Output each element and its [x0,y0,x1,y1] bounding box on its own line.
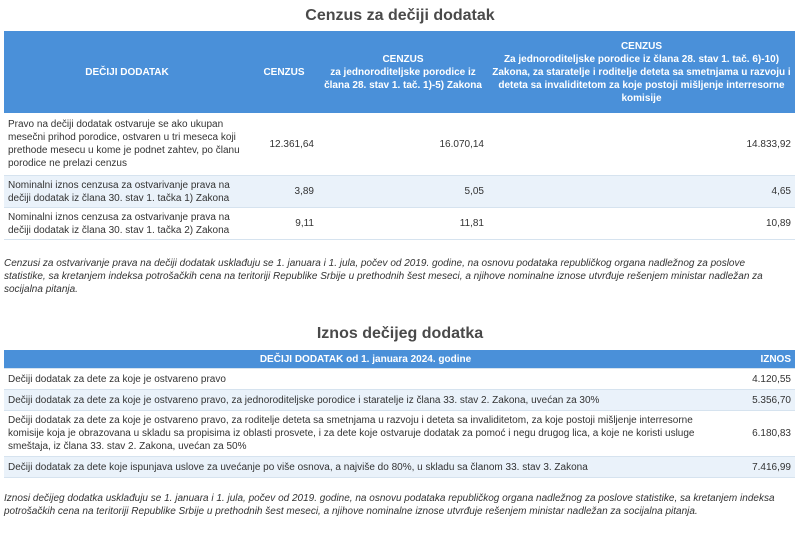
census-header-row [4,31,795,113]
iznos-value: 7.416,99 [727,457,795,478]
cenzus-jednoroditeljske-value: 5,05 [318,176,488,208]
cenzus-value: 12.361,64 [250,113,318,176]
table-row [4,208,795,240]
table-row [4,457,795,478]
row-label: Dečiji dodatak za dete za koje je ostvareno pravo [4,369,727,390]
row-label: Dečiji dodatak za dete koje ispunjava uslove za uvećanje po više osnova, a najviše do 80%, u skladu sa članom 33. stav 3. Zakona [4,457,727,478]
amount-section-title: Iznos dečijeg dodatka [316,325,484,342]
row-label: Nominalni iznos cenzusa za ostvarivanje prava na dečiji dodatak iz člana 30. stav 1. tačka 1) Zakona [4,176,250,208]
cenzus-staratelji-value: 10,89 [488,208,795,240]
cenzus-jednoroditeljske-value: 11,81 [318,208,488,240]
header-deciji-dodatak: DEČIJI DODATAK [4,31,250,113]
amount-header-row [4,350,795,369]
header-iznos: IZNOS [727,350,795,369]
header-deciji-dodatak-2024: DEČIJI DODATAK od 1. januara 2024. godine [4,350,727,369]
census-section-title: Cenzus za dečiji dodatak [305,7,495,24]
iznos-value: 4.120,55 [727,369,795,390]
amount-note: Iznosi dečijeg dodatka usklađuju se 1. januara i 1. jula, počev od 2019. godine, na osnovu podataka republičkog organa nadležnog za poslove statistike, sa kretanjem indeksa potrošačkih cena na teritoriji Republike Srbije u prethodnih šest meseci, a njihove nominalne iznose utvrđuje rešenjem ministar nadležan za socijalna pitanja. [4,492,784,518]
cenzus-staratelji-value: 4,65 [488,176,795,208]
table-row [4,176,795,208]
header-cenzus-jednoroditeljske-1-5: CENZUS za jednoroditeljske porodice iz člana 28. stav 1. tač. 1)-5) Zakona [318,31,488,113]
table-row [4,411,795,457]
cenzus-jednoroditeljske-value: 16.070,14 [318,113,488,176]
iznos-value: 6.180,83 [727,411,795,457]
cenzus-value: 3,89 [250,176,318,208]
amount-table [4,350,795,478]
header-cenzus: CENZUS [250,31,318,113]
table-row [4,390,795,411]
table-row [4,369,795,390]
row-label: Pravo na dečiji dodatak ostvaruje se ako ukupan mesečni prihod porodice, ostvaren u tri meseca koji prethode mesecu u kome je podnet zahtev, po članu porodice ne prelazi cenzus [4,113,250,176]
cenzus-staratelji-value: 14.833,92 [488,113,795,176]
cenzus-value: 9,11 [250,208,318,240]
iznos-value: 5.356,70 [727,390,795,411]
census-table [4,31,795,240]
table-row [4,113,795,176]
row-label: Dečiji dodatak za dete za koje je ostvareno pravo, za roditelje deteta sa smetnjama u razvoju i deteta sa invaliditetom, za koje postoji mišljenje interresorne komisije koja je obrazovana u skladu sa propisima iz oblasti prosvete, i za dete koje ostvaruje dodatak za pomoć i negu drugog lica, a koje ne koristi usluge smeštaja, iz člana 33. stav 2. Zakona, uvećan za 50% [4,411,727,457]
header-cenzus-jednoroditeljske-6-10: CENZUS Za jednoroditeljske porodice iz člana 28. stav 1. tač. 6)-10) Zakona, za staratelje i roditelje deteta sa smetnjama u razvoju i deteta sa invaliditetom za koje postoji mišljenje interresorne komisije [488,31,795,113]
row-label: Nominalni iznos cenzusa za ostvarivanje prava na dečiji dodatak iz člana 30. stav 1. tačka 2) Zakona [4,208,250,240]
census-note: Cenzusi za ostvarivanje prava na dečiji dodatak usklađuju se 1. januara i 1. jula, počev od 2019. godine, na osnovu podataka republičkog organa nadležnog za poslove statistike, sa kretanjem indeksa potrošačkih cena na teritoriji Republike Srbije u prethodnih šest meseci, a njihove nominalne iznose utvrđuje rešenjem ministar nadležan za socijalna pitanja. [4,257,789,296]
row-label: Dečiji dodatak za dete za koje je ostvareno pravo, za jednoroditeljske porodice i staratelje iz člana 33. stav 2. Zakona, uvećan za 30% [4,390,727,411]
